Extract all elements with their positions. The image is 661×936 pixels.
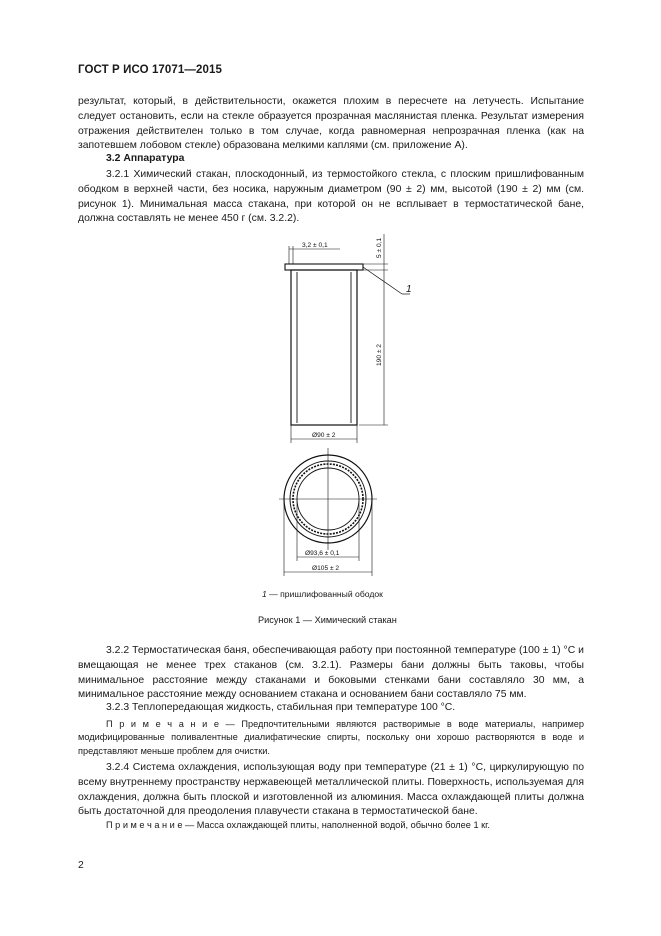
note-2-label: П р и м е ч а н и е — bbox=[106, 820, 195, 830]
dim-side-diameter: Ø90 ± 2 bbox=[312, 432, 336, 439]
note-1 bbox=[78, 718, 584, 758]
figure-1-drawing bbox=[260, 228, 420, 588]
figure-legend bbox=[262, 589, 383, 599]
dim-rim-height: 5 ± 0,1 bbox=[376, 237, 383, 258]
dim-inner-diameter: Ø93,6 ± 0,1 bbox=[305, 550, 340, 557]
legend-number: 1 bbox=[262, 589, 267, 599]
dim-outer-diameter: Ø105 ± 2 bbox=[312, 565, 340, 572]
beaker-side-view bbox=[285, 234, 410, 443]
dim-rim-thickness: 3,2 ± 0,1 bbox=[302, 242, 328, 249]
note-2-text: Масса охлаждающей плиты, наполненной водой, обычно более 1 кг. bbox=[196, 820, 490, 830]
dim-height: 190 ± 2 bbox=[376, 344, 383, 366]
paragraph-3-2-4: 3.2.4 Система охлаждения, использующая воду при температуре (21 ± 1) °C, циркулирующую по всему внутреннему пространству нержавеющей металлической плиты. Поверхность, используемая для охлаждения, должна быть плоской и изготовленной из алюминия. Масса охлаждающей плиты должна быть достаточной для преодоления плавучести стакана в термостатической бане. bbox=[78, 762, 584, 818]
paragraph-3-2-1: 3.2.1 Химический стакан, плоскодонный, из термостойкого стекла, с плоским пришлифованным ободком в верхней части, без носика, наружным диаметром (90 ± 2) мм, высотой (190 ± 2) мм (см. рисунок 1). Минимальная масса стакана, при которой он не всплывает в термостатической бане, должна составлять не менее 450 г (см. 3.2.2). bbox=[78, 169, 584, 225]
note-1-text: Предпочтительными являются растворимые в воде материалы, например модифицированные поливалентные диалифатические спирты, поскольку они хорошо растворяются в воде и представляют меньше проблем для очистки. bbox=[78, 719, 584, 756]
note-1-label: П р и м е ч а н и е — bbox=[106, 719, 235, 729]
paragraph-3-2-2: 3.2.2 Термостатическая баня, обеспечивающая работу при постоянной температуре (100 ± 1) °C и вмещающая не менее трех стаканов (см. 3.2.1). Размеры бани должны быть таковы, чтобы минимальное расстояние между стаканами и боковыми стенками бани составляло 30 мм, а минимальное расстояние между основанием стакана и основанием бани составляло 75 мм. bbox=[78, 645, 584, 701]
paragraph-intro: результат, который, в действительности, окажется плохим в пересчете на летучесть. Испытание следует остановить, если на стекле образуется прозрачная маслянистая пленка. Результат измерения отражения действителен только в том случае, когда равномерная непрозрачная пленка (как на запотевшем лобовом стекле) образована мелкими каплями (см. приложение А). bbox=[78, 96, 584, 152]
section-heading-3-2: 3.2 Аппаратура bbox=[106, 153, 185, 164]
document-header: ГОСТ Р ИСО 17071—2015 bbox=[78, 64, 223, 76]
callout-number: 1 bbox=[406, 284, 412, 295]
page-number: 2 bbox=[78, 860, 84, 871]
note-2 bbox=[78, 819, 584, 832]
figure-caption: Рисунок 1 — Химический стакан bbox=[258, 615, 397, 625]
legend-text: — пришлифованный ободок bbox=[266, 589, 383, 599]
paragraph-3-2-3: 3.2.3 Теплопередающая жидкость, стабильная при температуре 100 °C. bbox=[106, 702, 456, 713]
